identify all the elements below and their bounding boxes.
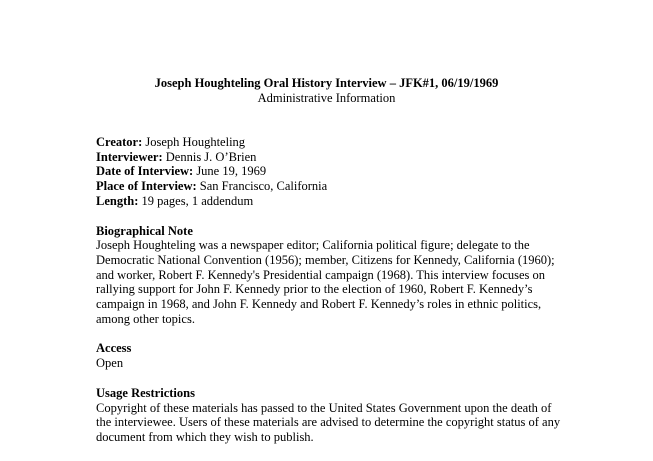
metadata-label: Date of Interview: bbox=[96, 164, 194, 179]
metadata-value: June 19, 1969 bbox=[196, 164, 267, 179]
section-text: Copyright of these materials has passed to the United States Government upon the death of the interviewee. Users of these materials are advised to determine the copyright status of any document from which they wish to publish. bbox=[96, 400, 561, 444]
section-heading: Access bbox=[96, 341, 132, 356]
metadata-length bbox=[96, 194, 566, 209]
metadata-label: Creator: bbox=[96, 135, 143, 149]
metadata-label: Interviewer: bbox=[96, 149, 163, 164]
section-usage-restrictions bbox=[96, 386, 566, 445]
metadata-label: Place of Interview: bbox=[96, 179, 197, 194]
metadata-value: San Francisco, California bbox=[199, 179, 328, 194]
section-biographical-note bbox=[96, 224, 566, 327]
metadata-place bbox=[96, 179, 566, 194]
document-body bbox=[96, 135, 566, 445]
metadata-label: Length: bbox=[96, 193, 139, 208]
section-heading: Biographical Note bbox=[96, 223, 193, 238]
metadata-list bbox=[96, 135, 566, 209]
section-access bbox=[96, 341, 566, 370]
metadata-date bbox=[96, 164, 566, 179]
document-header bbox=[0, 75, 653, 106]
section-heading: Usage Restrictions bbox=[96, 385, 195, 400]
section-text: Joseph Houghteling was a newspaper editor; California political figure; delegate to the Democratic National Convention (1956); member, Citizens for Kennedy, California (1960); and worker, Robert F. Kennedy's Presidential campaign (1968). This interview focuses on rallying support for John F. Kennedy prior to the election of 1960, Robert F. Kennedy’s campaign in 1968, and John F. Kennedy and Robert F. Kennedy’s roles in ethnic politics, among other topics. bbox=[96, 238, 555, 326]
document-title: Joseph Houghteling Oral History Interview – JFK#1, 06/19/1969 bbox=[154, 76, 499, 90]
metadata-value: Joseph Houghteling bbox=[145, 135, 246, 149]
section-text: Open bbox=[96, 356, 124, 371]
metadata-value: 19 pages, 1 addendum bbox=[141, 193, 254, 208]
metadata-interviewer bbox=[96, 150, 566, 165]
document-subtitle: Administrative Information bbox=[257, 91, 396, 105]
metadata-value: Dennis J. O’Brien bbox=[165, 149, 257, 164]
metadata-creator bbox=[96, 135, 566, 150]
